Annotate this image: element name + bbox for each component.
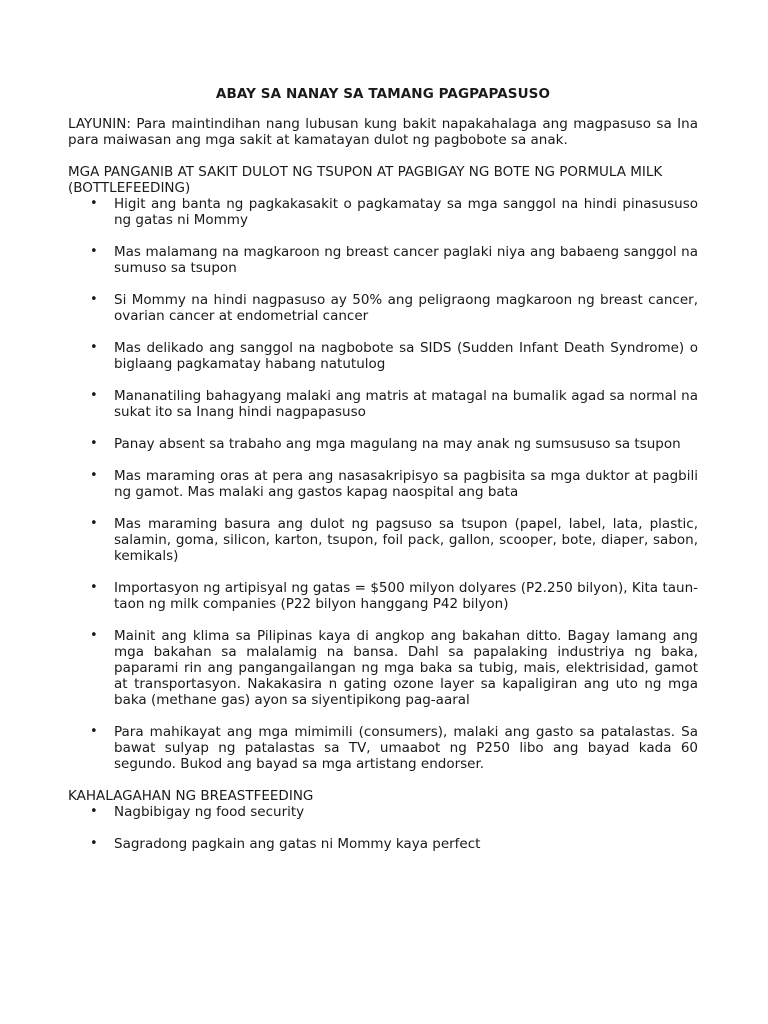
list-item <box>68 340 698 372</box>
dangers-list <box>68 196 698 772</box>
bullet-icon: • <box>90 724 98 739</box>
list-item-text: Para mahikayat ang mga mimimili (consumers), malaki ang gasto sa patalastas. Sa bawat sulyap ng patalastas sa TV, umaabot ng P250 libo ang bayad kada 60 segundo. Bukod ang bayad sa mga artistang endorser. <box>114 724 698 772</box>
list-item-text: Mananatiling bahagyang malaki ang matris at matagal na bumalik agad sa normal na sukat ito sa Inang hindi nagpapasuso <box>114 388 698 420</box>
document-title: ABAY SA NANAY SA TAMANG PAGPAPASUSO <box>215 86 551 102</box>
list-item <box>68 836 698 852</box>
list-item-text: Importasyon ng artipisyal ng gatas = $500 milyon dolyares (P2.250 bilyon), Kita taun-taon ng milk companies (P22 bilyon hanggang P42 bilyon) <box>114 580 698 612</box>
list-item <box>68 628 698 708</box>
list-item-text: Higit ang banta ng pagkakasakit o pagkamatay sa mga sanggol na hindi pinasususo ng gatas ni Mommy <box>114 196 698 228</box>
bullet-icon: • <box>90 436 98 451</box>
bullet-icon: • <box>90 516 98 531</box>
bullet-icon: • <box>90 580 98 595</box>
list-item <box>68 804 698 820</box>
list-item <box>68 516 698 564</box>
importance-list <box>68 804 698 852</box>
bullet-icon: • <box>90 628 98 643</box>
list-item <box>68 292 698 324</box>
bullet-icon: • <box>90 804 98 819</box>
list-item <box>68 724 698 772</box>
bullet-icon: • <box>90 292 98 307</box>
list-item-text: Mainit ang klima sa Pilipinas kaya di angkop ang bakahan ditto. Bagay lamang ang mga bakahan sa malalamig na bansa. Dahl sa papalaking industriya ng baka, paparami rin ang pangangailangan ng mga baka sa tubig, mais, elektrisidad, gamot at transportasyon. Nakakasira n gating ozone layer sa kapaligiran ang uto ng mga baka (methane gas) ayon sa siyentipikong pag-aaral <box>114 628 698 708</box>
list-item-text: Si Mommy na hindi nagpasuso ay 50% ang peligraong magkaroon ng breast cancer, ovarian cancer at endometrial cancer <box>114 292 698 324</box>
list-item <box>68 196 698 228</box>
bullet-icon: • <box>90 468 98 483</box>
bullet-icon: • <box>90 388 98 403</box>
list-item <box>68 580 698 612</box>
list-item-text: Nagbibigay ng food security <box>114 804 305 820</box>
list-item-text: Mas delikado ang sanggol na nagbobote sa SIDS (Sudden Infant Death Syndrome) o biglaang pagkamatay habang natutulog <box>114 340 698 372</box>
objective-paragraph: LAYUNIN: Para maintindihan nang lubusan kung bakit napakahalaga ang magpasuso sa Ina para maiwasan ang mga sakit at kamatayan dulot ng pagbobote sa anak. <box>68 116 698 148</box>
list-item <box>68 468 698 500</box>
list-item <box>68 436 698 452</box>
bullet-icon: • <box>90 196 98 211</box>
bullet-icon: • <box>90 340 98 355</box>
list-item-text: Mas maraming basura ang dulot ng pagsuso sa tsupon (papel, label, lata, plastic, salamin, goma, silicon, karton, tsupon, foil pack, gallon, scooper, bote, diaper, sabon, kemikals) <box>114 516 698 564</box>
bullet-icon: • <box>90 836 98 851</box>
section-heading-importance: KAHALAGAHAN NG BREASTFEEDING <box>68 788 314 804</box>
bullet-icon: • <box>90 244 98 259</box>
list-item <box>68 244 698 276</box>
list-item-text: Mas malamang na magkaroon ng breast cancer paglaki niya ang babaeng sanggol na sumuso sa tsupon <box>114 244 698 276</box>
list-item-text: Panay absent sa trabaho ang mga magulang na may anak ng sumsususo sa tsupon <box>114 436 681 452</box>
document-page <box>68 86 698 868</box>
list-item-text: Mas maraming oras at pera ang nasasakripisyo sa pagbisita sa mga duktor at pagbili ng gamot. Mas malaki ang gastos kapag naospital ang bata <box>114 468 698 500</box>
section-heading-dangers: MGA PANGANIB AT SAKIT DULOT NG TSUPON AT PAGBIGAY NG BOTE NG PORMULA MILK (BOTTLEFEEDING) <box>68 164 663 196</box>
list-item-text: Sagradong pagkain ang gatas ni Mommy kaya perfect <box>114 836 481 852</box>
list-item <box>68 388 698 420</box>
